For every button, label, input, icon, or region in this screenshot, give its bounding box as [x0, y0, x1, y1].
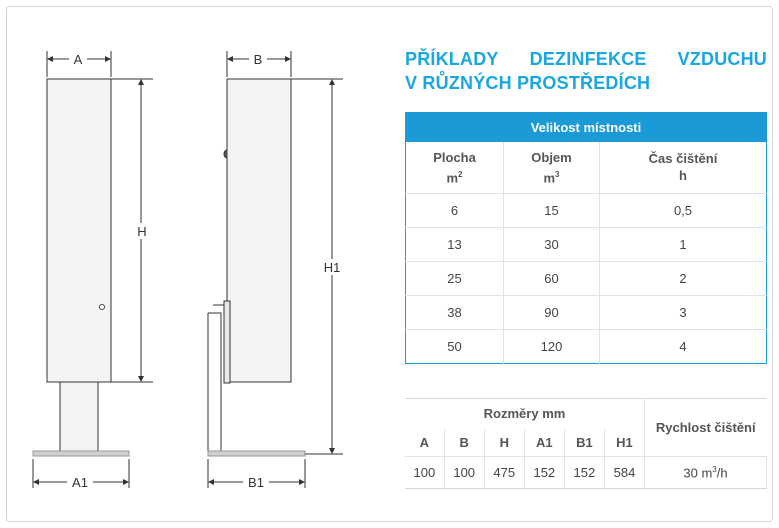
side-view — [208, 51, 344, 490]
product-sheet — [6, 6, 773, 522]
dim-label-a1: A1 — [72, 475, 88, 490]
title-word-2: DEZINFEKCE — [529, 49, 647, 69]
dim-label-a: A — [73, 52, 83, 67]
side-body — [227, 79, 291, 382]
dim-col-b: B — [444, 429, 484, 457]
table-row: 6 15 0,5 — [406, 194, 767, 228]
dim-label-b1: B1 — [248, 475, 264, 490]
dim-col-b1: B1 — [564, 429, 604, 457]
title-word-1: PŘÍKLADY — [405, 49, 499, 69]
front-stand — [60, 382, 98, 454]
dim-col-a: A — [405, 429, 444, 457]
dims-values-row: 100 100 475 152 152 584 30 $m^3/h$ — [405, 457, 767, 489]
dim-label-h: H — [137, 224, 147, 239]
front-body — [47, 79, 111, 382]
col-cleaning-time: Čas čištění h — [600, 142, 767, 194]
dim-col-a1: A1 — [524, 429, 564, 457]
dimensions-table — [405, 398, 767, 489]
col-area: Plocha $m^2$ — [406, 142, 504, 194]
section-title — [405, 47, 767, 95]
dims-group-header: Rozměry mm — [405, 399, 645, 429]
dim-col-h: H — [484, 429, 524, 457]
table-row: 38 90 3 — [406, 296, 767, 330]
indicator-light — [100, 305, 105, 310]
title-line-2: V RŮZNÝCH PROSTŘEDÍCH — [405, 73, 651, 93]
dim-label-h1: H1 — [323, 260, 341, 275]
table-row: 25 60 2 — [406, 262, 767, 296]
side-base — [208, 451, 305, 456]
room-table-header: Velikost místnosti — [406, 113, 767, 142]
front-view — [33, 51, 153, 490]
dim-label-b: B — [253, 52, 263, 67]
col-volume: Objem $m^3$ — [504, 142, 600, 194]
title-word-3: VZDUCHU — [677, 49, 767, 69]
speed-header: Rychlost čištění — [645, 399, 767, 457]
dimension-drawings — [7, 7, 397, 522]
table-row: 13 30 1 — [406, 228, 767, 262]
dim-col-h1: H1 — [604, 429, 644, 457]
speed-value: 30 $m^3/h$ — [645, 457, 767, 489]
table-row: 50 120 4 — [406, 330, 767, 364]
front-base — [33, 451, 129, 456]
room-size-table — [405, 112, 767, 364]
